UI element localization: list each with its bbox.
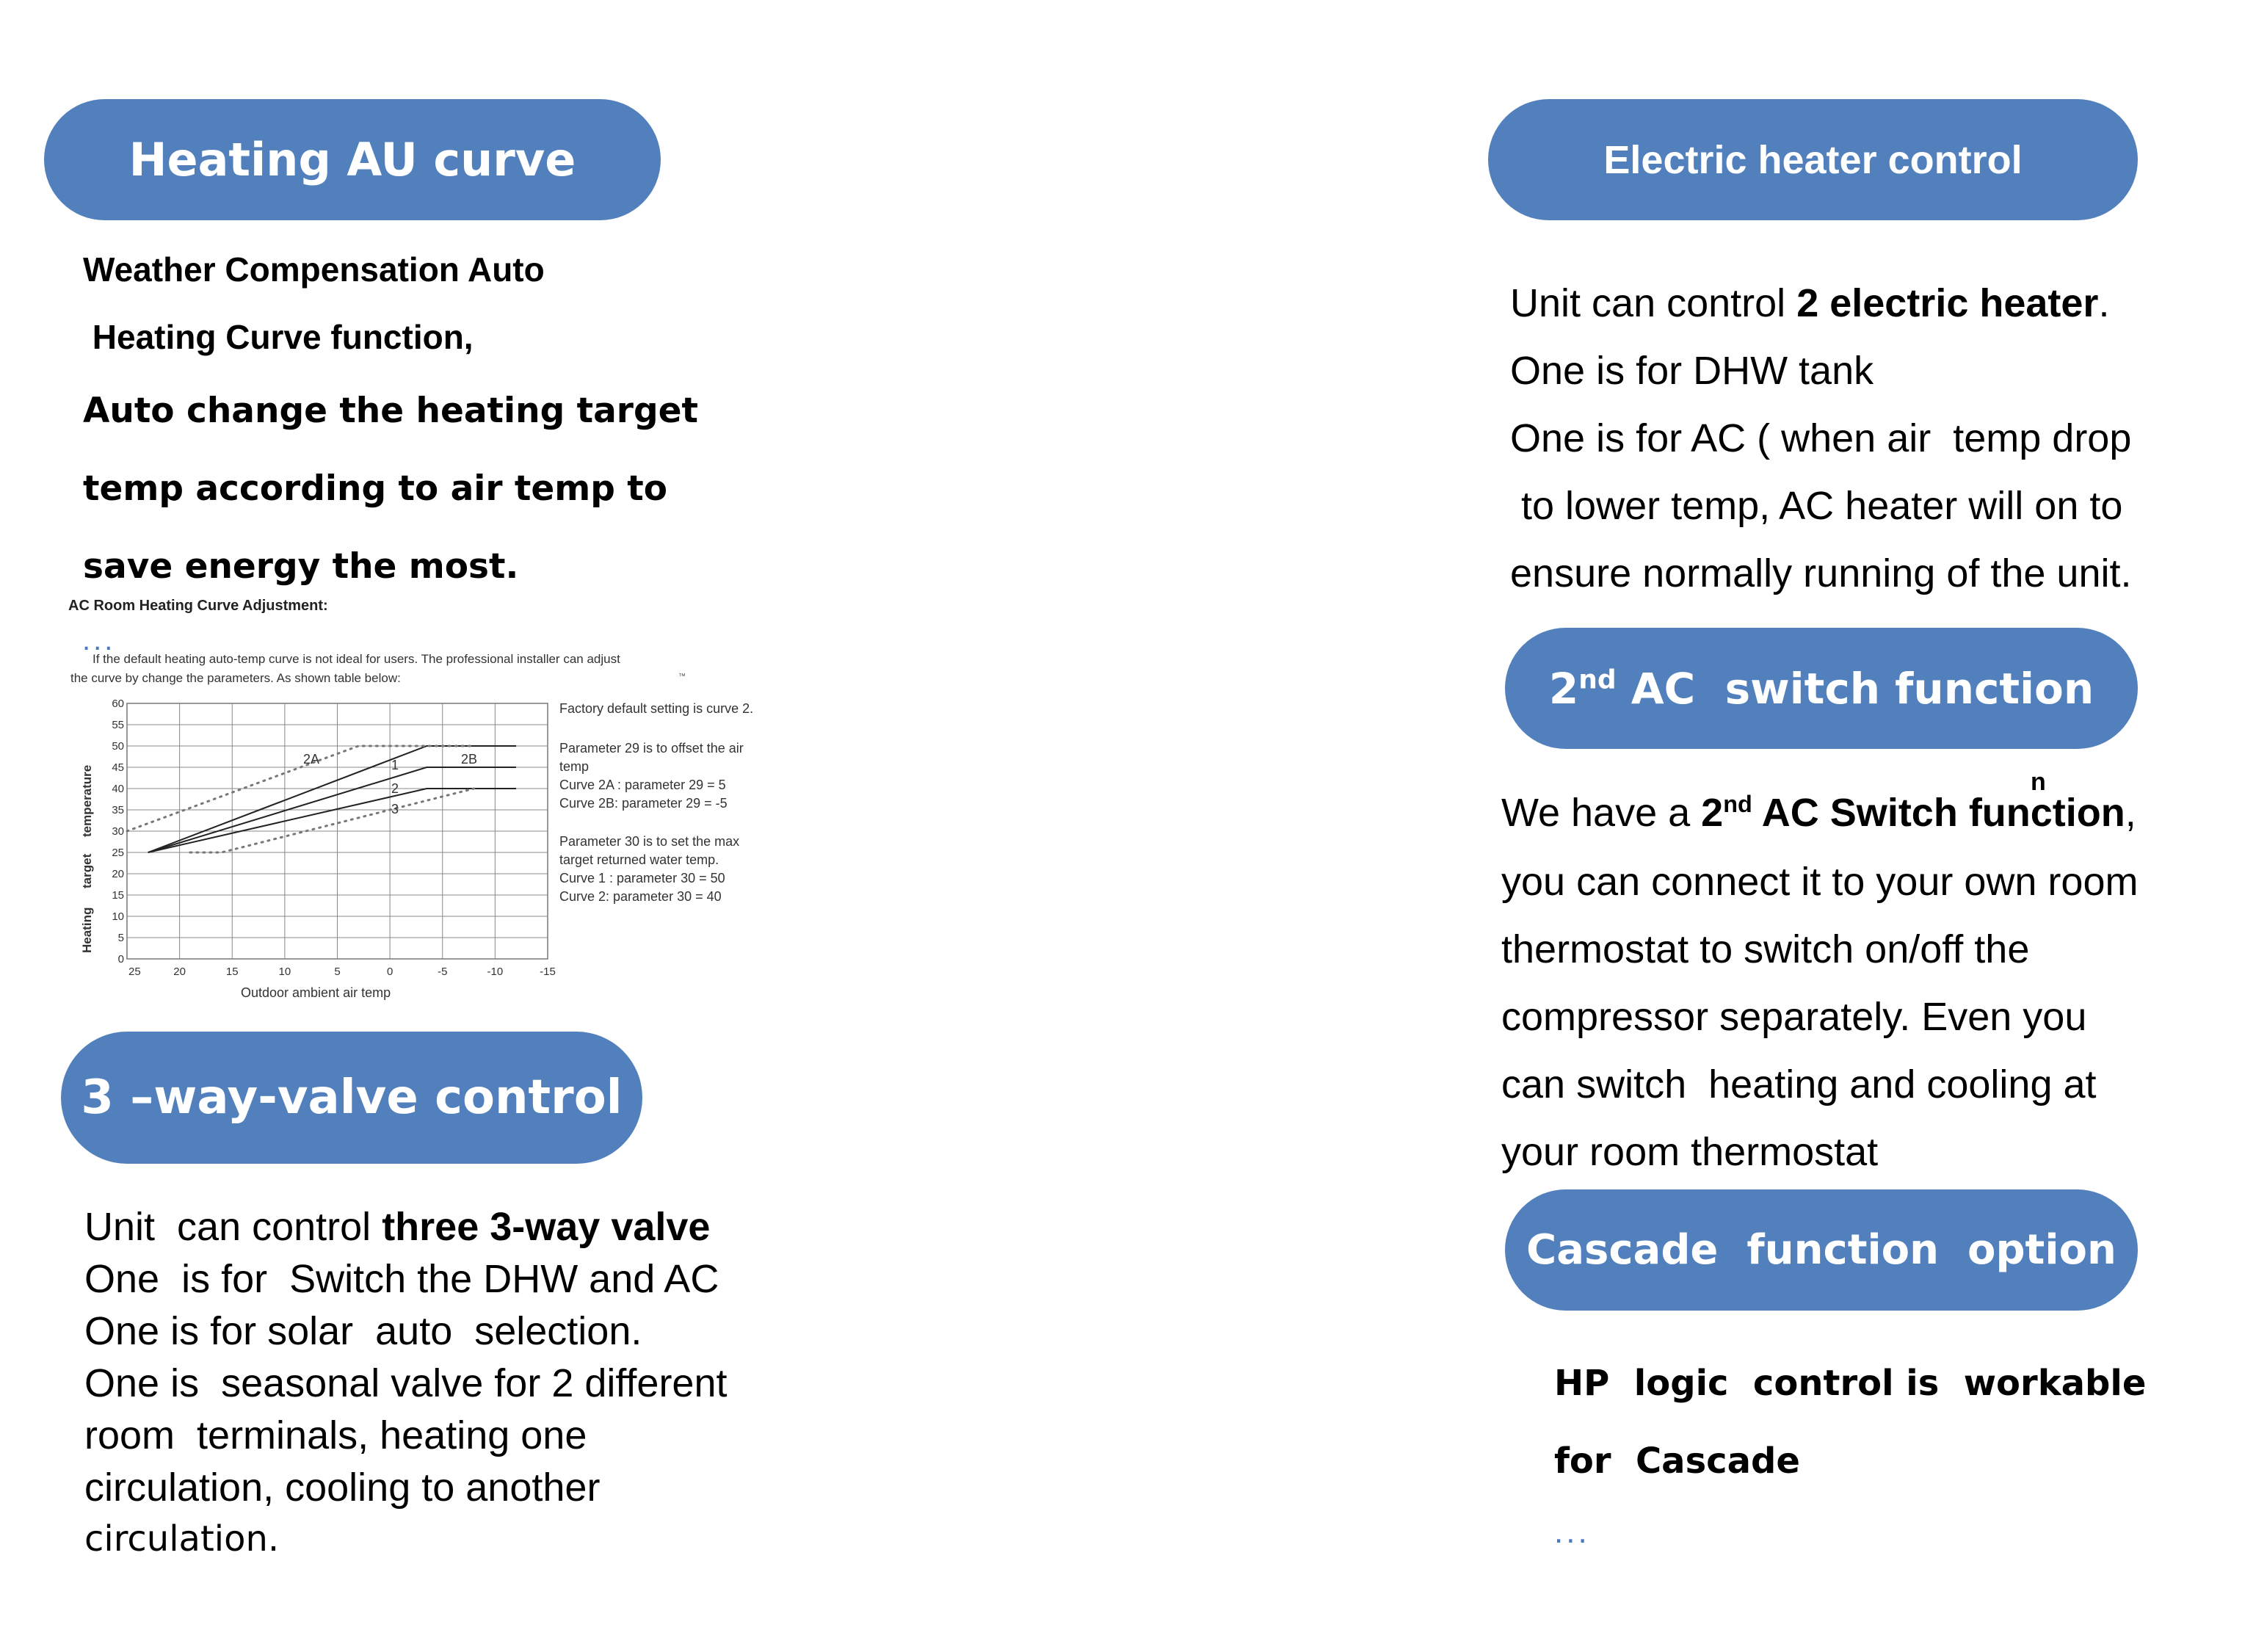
switch-text-line-3: thermostat to switch on/off the — [1501, 927, 2030, 971]
curve-label-2: 2 — [391, 781, 399, 796]
note-line: Curve 2A : parameter 29 = 5 — [559, 778, 726, 792]
y-tick-label: 20 — [112, 868, 124, 880]
curve-label-2a: 2A — [303, 752, 320, 767]
y-tick-label: 5 — [117, 932, 124, 944]
y-tick-label: 45 — [112, 761, 124, 774]
x-tick-label: 20 — [173, 966, 186, 978]
three-way-valve-title: 3 –way-valve control — [81, 1070, 623, 1125]
cascade-text-line-1: HP logic control is workable — [1554, 1363, 2147, 1404]
ac-switch-title-num: 2 — [1548, 663, 1579, 714]
curve-label-1: 1 — [391, 758, 399, 772]
heating-curve-chart — [65, 593, 799, 1004]
y-axis-label-word-1: Heating — [80, 907, 94, 953]
valve-line1-regular: Unit can control — [84, 1205, 382, 1249]
valve-text-line-7: circulation. — [84, 1518, 280, 1559]
switch-text-line-1 — [1501, 790, 2136, 836]
x-axis-label: Outdoor ambient air temp — [241, 985, 391, 1000]
valve-text-line-5: room terminals, heating one — [84, 1413, 587, 1457]
switch-text-line-5: can switch heating and cooling at — [1501, 1062, 2097, 1106]
chart-intro-line-2: the curve by change the parameters. As shown table below: — [70, 671, 401, 685]
heating-curve-figure — [65, 593, 799, 1004]
heating-text-line-3: Auto change the heating target — [83, 391, 698, 431]
x-tick-label: 10 — [278, 966, 291, 978]
heating-text-line-5: save energy the most. — [83, 546, 519, 587]
curve-3 — [148, 789, 516, 852]
switch-line1-end: , — [2125, 791, 2136, 835]
switch-text-line-4: compressor separately. Even you — [1501, 995, 2087, 1039]
switch-line1-sup: nd — [1723, 791, 1752, 817]
valve-line1-bold: three 3-way valve — [382, 1205, 711, 1249]
note-line: Curve 2B: parameter 29 = -5 — [559, 796, 728, 811]
chart-title: AC Room Heating Curve Adjustment: — [68, 598, 328, 614]
y-tick-label: 55 — [112, 719, 124, 731]
heater-text-line-5: ensure normally running of the unit. — [1510, 551, 2132, 595]
valve-text-line-6: circulation, cooling to another — [84, 1466, 601, 1510]
chart-notes — [559, 701, 753, 904]
y-tick-label: 40 — [112, 783, 124, 795]
switch-text-line-6: your room thermostat — [1501, 1130, 1879, 1174]
stray-n-mark: n — [2031, 768, 2046, 796]
switch-line1-regular: We have a — [1501, 791, 1702, 835]
x-tick-label: -10 — [487, 966, 504, 978]
y-tick-label: 50 — [112, 740, 124, 753]
note-line: Parameter 29 is to offset the air — [559, 741, 744, 756]
heating-text-line-2: Heating Curve function, — [83, 318, 474, 356]
y-axis-label-word-3: temperature — [80, 764, 94, 837]
electric-heater-banner — [1488, 99, 2138, 220]
curve-label-3: 3 — [391, 802, 399, 816]
note-line: target returned water temp. — [559, 852, 719, 867]
note-line: Parameter 30 is to set the max — [559, 834, 740, 849]
valve-text-line-1 — [84, 1204, 710, 1250]
chart-dots: ... — [82, 624, 116, 656]
note-line: temp — [559, 759, 590, 774]
three-way-valve-banner — [61, 1032, 642, 1164]
x-tick-label: 25 — [128, 966, 141, 978]
heater-line1-regular: Unit can control — [1510, 281, 1797, 325]
y-axis-label-word-2: target — [80, 853, 94, 888]
cascade-text-line-2: for Cascade — [1554, 1441, 1800, 1482]
y-tick-label: 25 — [112, 847, 124, 859]
y-tick-label: 35 — [112, 804, 124, 816]
heater-text-line-4: to lower temp, AC heater will on to — [1510, 484, 2123, 528]
heater-text-line-2: One is for DHW tank — [1510, 349, 1874, 393]
chart-tm-mark: ™ — [678, 673, 686, 681]
cascade-dots: ... — [1554, 1514, 1590, 1550]
switch-line1-bold: AC Switch function — [1752, 791, 2125, 835]
heater-line1-bold: 2 electric heater — [1796, 281, 2099, 325]
heating-au-curve-banner — [44, 99, 661, 220]
x-tick-label: -15 — [540, 966, 556, 978]
note-line: Curve 1 : parameter 30 = 50 — [559, 871, 725, 885]
heater-text-line-1 — [1510, 280, 2109, 326]
ac-switch-title-text: AC switch function — [1616, 663, 2094, 714]
heater-line1-end: . — [2098, 281, 2110, 325]
note-line: Curve 2: parameter 30 = 40 — [559, 889, 722, 904]
x-tick-label: 5 — [334, 966, 341, 978]
heater-text-line-3: One is for AC ( when air temp drop — [1510, 416, 2132, 460]
note-line: Factory default setting is curve 2. — [559, 701, 754, 716]
heating-au-curve-title: Heating AU curve — [128, 133, 576, 186]
electric-heater-title: Electric heater control — [1603, 137, 2023, 182]
switch-line1-num: 2 — [1701, 791, 1724, 835]
y-tick-label: 15 — [112, 889, 124, 902]
ac-switch-title — [1549, 664, 2094, 714]
y-tick-label: 60 — [112, 698, 124, 710]
x-tick-label: 15 — [225, 966, 239, 978]
y-tick-label: 10 — [112, 910, 124, 923]
switch-text-line-2: you can connect it to your own room — [1501, 860, 2139, 904]
valve-text-line-4: One is seasonal valve for 2 different — [84, 1361, 728, 1405]
heating-text-line-4: temp according to air temp to — [83, 468, 668, 509]
cascade-banner — [1505, 1189, 2138, 1311]
x-tick-label: -5 — [438, 966, 448, 978]
y-axis-label — [80, 765, 94, 953]
cascade-title: Cascade function option — [1526, 1226, 2117, 1274]
y-tick-label: 30 — [112, 825, 124, 838]
x-tick-label: 0 — [386, 966, 393, 978]
ac-switch-banner — [1505, 628, 2138, 749]
chart-intro-line-1: If the default heating auto-temp curve is not ideal for users. The professional installer can adjust — [93, 652, 620, 666]
valve-text-line-2: One is for Switch the DHW and AC — [84, 1257, 719, 1301]
ac-switch-title-sup: nd — [1578, 664, 1617, 695]
curve-label-2b: 2B — [461, 752, 478, 767]
y-tick-label: 0 — [117, 953, 124, 966]
heating-text-line-1: Weather Compensation Auto — [83, 250, 545, 289]
valve-text-line-3: One is for solar auto selection. — [84, 1309, 642, 1353]
